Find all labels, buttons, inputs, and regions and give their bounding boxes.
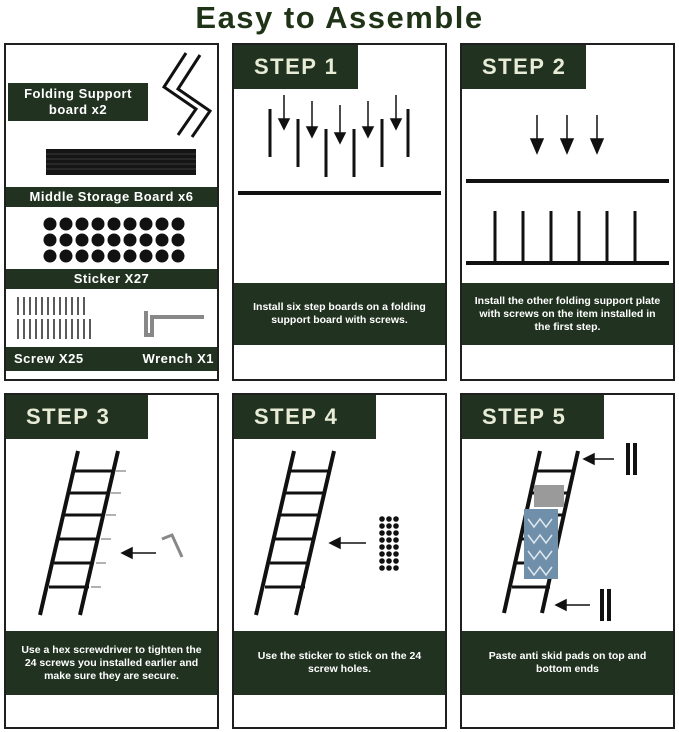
step-5-panel [460, 393, 675, 729]
middle-board-label: Middle Storage Board x6 [29, 189, 194, 204]
step-5-ladder-illustration [462, 443, 673, 623]
screw-label: Screw X25 [14, 351, 84, 366]
support-board-label: Folding Support board x2 [24, 86, 132, 117]
step-1-illustration [234, 95, 445, 225]
step-3-panel [4, 393, 219, 729]
blanket-grey [534, 485, 564, 507]
step-4-caption: Use the sticker to stick on the 24 screw holes. [234, 631, 445, 695]
step-4-panel [232, 393, 447, 729]
step-2-panel [460, 43, 675, 381]
step-2-illustration [462, 107, 673, 297]
step-5-caption: Paste anti skid pads on top and bottom ends [462, 631, 673, 695]
support-bracket-icon [156, 49, 216, 139]
wrench-icon [142, 307, 212, 347]
storage-board-icon [46, 147, 196, 177]
sticker-label: Sticker X27 [73, 271, 150, 286]
step-2-label: STEP 2 [462, 45, 586, 89]
step-1-panel [232, 43, 447, 381]
parts-panel [4, 43, 219, 381]
step-3-ladder-illustration [6, 443, 217, 623]
top-pad [626, 443, 630, 475]
step-5-label: STEP 5 [462, 395, 604, 439]
step-4-ladder-illustration [234, 443, 445, 623]
step-3-caption: Use a hex screwdriver to tighten the 24 screws you installed earlier and make sure they are secure. [6, 631, 217, 695]
screws-icon [14, 295, 94, 345]
page-title: Easy to Assemble [195, 0, 484, 35]
step-2-caption: Install the other folding support plate with screws on the item installed in the first step. [462, 283, 673, 345]
step-4-label: STEP 4 [234, 395, 376, 439]
step-3-label: STEP 3 [6, 395, 148, 439]
wrench-label: Wrench X1 [142, 351, 214, 366]
sticker-dots-icon [42, 215, 192, 265]
step-1-label: STEP 1 [234, 45, 358, 89]
bottom-pad [600, 589, 604, 621]
step-1-caption: Install six step boards on a folding support board with screws. [234, 283, 445, 345]
